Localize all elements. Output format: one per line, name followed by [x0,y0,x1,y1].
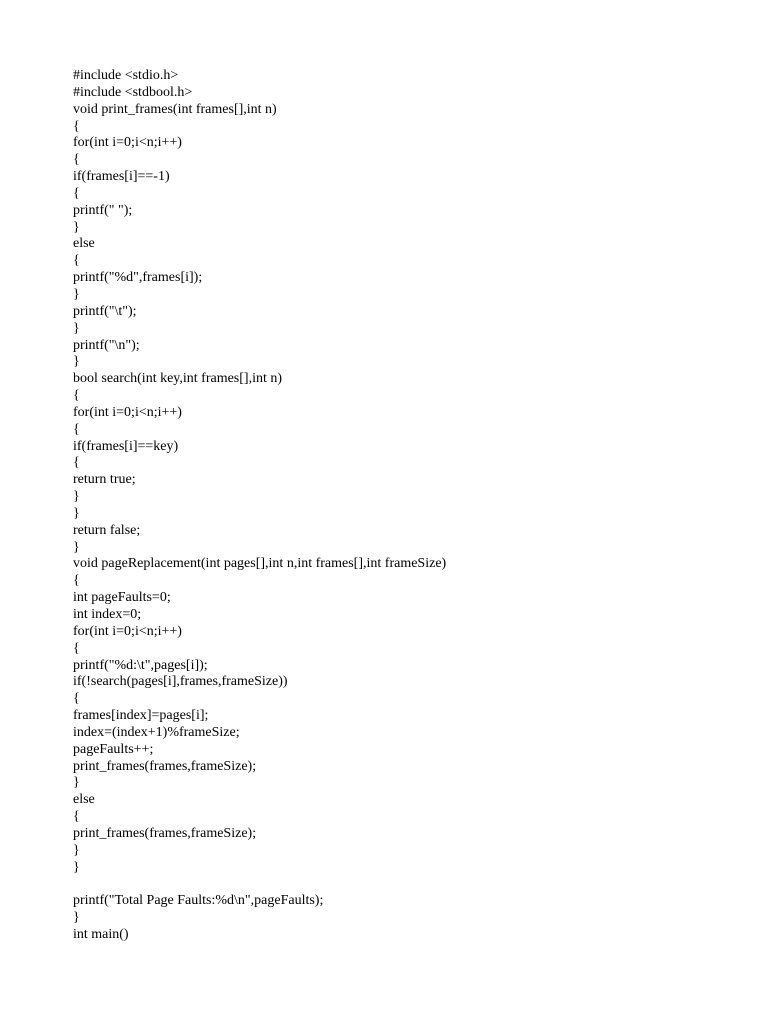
code-line: void print_frames(int frames[],int n) [73,101,277,117]
code-line: } [73,842,80,858]
code-line: print_frames(frames,frameSize); [73,758,257,774]
code-line: printf("%d",frames[i]); [73,270,203,286]
code-line: } [73,286,80,302]
blank-line [73,877,446,894]
code-line: printf("\t"); [73,303,137,319]
code-line: printf("\n"); [73,337,140,353]
code-line: for(int i=0;i<n;i++) [73,135,182,151]
code-line: { [73,421,80,437]
code-line: { [73,388,80,404]
code-line: printf("%d:\t",pages[i]); [73,657,208,673]
code-line: frames[index]=pages[i]; [73,708,209,724]
code-line: { [73,253,80,269]
code-line: if(frames[i]==-1) [73,169,170,185]
code-line: } [73,859,80,875]
code-line: } [73,354,80,370]
code-line: bool search(int key,int frames[],int n) [73,371,283,387]
code-line: } [73,219,80,235]
code-line: { [73,152,80,168]
code-line: { [73,455,80,471]
code-line: } [73,489,80,505]
code-line: #include <stdbool.h> [73,84,193,100]
code-line: else [73,792,95,808]
code-line: else [73,236,95,252]
code-line: int main() [73,927,129,943]
code-line: } [73,505,80,521]
code-line: } [73,539,80,555]
code-line: void pageReplacement(int pages[],int n,int frames[],int frameSize) [73,556,447,572]
code-listing [73,68,446,944]
code-line: for(int i=0;i<n;i++) [73,623,182,639]
code-line: } [73,775,80,791]
code-line: { [73,691,80,707]
code-line: print_frames(frames,frameSize); [73,825,257,841]
code-line: { [73,809,80,825]
code-line: for(int i=0;i<n;i++) [73,404,182,420]
code-line: if(!search(pages[i],frames,frameSize)) [73,674,288,690]
code-line: int index=0; [73,607,142,622]
code-line: printf(" "); [73,202,133,218]
code-line: return true; [73,472,136,488]
code-line: { [73,185,80,201]
code-line: int pageFaults=0; [73,590,171,606]
code-line: } [73,910,80,926]
code-line: { [73,640,80,656]
code-line: pageFaults++; [73,741,154,757]
code-line: } [73,320,80,336]
code-line: { [73,118,80,134]
code-line: index=(index+1)%frameSize; [73,724,240,740]
code-line: #include <stdio.h> [73,68,179,83]
code-line: { [73,573,80,589]
code-line: if(frames[i]==key) [73,438,179,454]
code-line: return false; [73,522,141,538]
code-line: printf("Total Page Faults:%d\n",pageFaults); [73,893,324,909]
